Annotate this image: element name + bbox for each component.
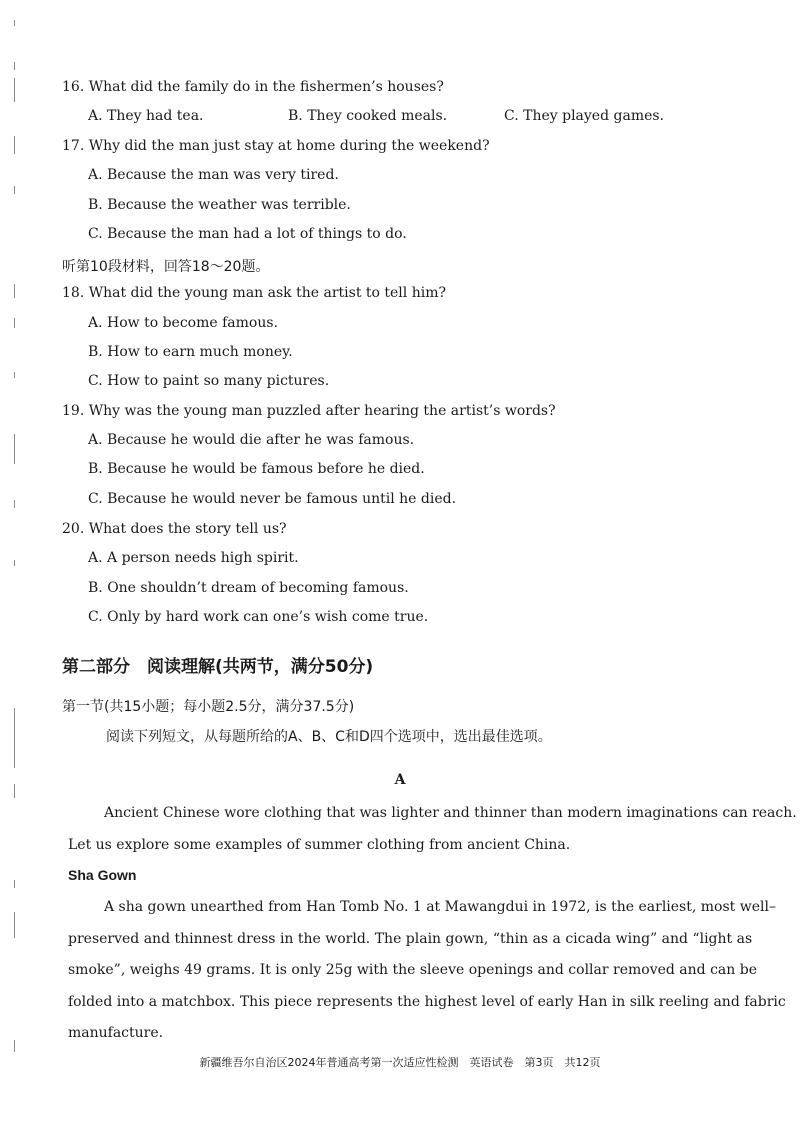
passage-subheading: Sha Gown	[68, 867, 137, 883]
question-19-option-c: C. Because he would never be famous until he died.	[88, 491, 457, 507]
passage-paragraph-line: A sha gown unearthed from Han Tomb No. 1 at Mawangdui in 1972, is the earliest, most well–	[104, 899, 776, 915]
question-17-option-c: C. Because the man had a lot of things to do.	[88, 226, 407, 242]
question-20-option-b: B. One shouldn’t dream of becoming famous.	[88, 580, 409, 596]
margin-dash	[14, 284, 15, 298]
question-19-option-b: B. Because he would be famous before he died.	[88, 461, 425, 477]
margin-dash	[14, 186, 15, 194]
passage-intro-line: Let us explore some examples of summer clothing from ancient China.	[68, 837, 571, 853]
margin-dash	[14, 62, 15, 70]
margin-dash	[14, 880, 15, 888]
margin-dash	[14, 708, 15, 768]
question-18-option-b: B. How to earn much money.	[88, 344, 293, 360]
question-20-option-c: C. Only by hard work can one’s wish come true.	[88, 609, 429, 625]
passage-paragraph-line: smoke”, weighs 49 grams. It is only 25g with the sleeve openings and collar removed and can be	[68, 962, 757, 978]
question-16-stem: 16. What did the family do in the fishermen’s houses?	[62, 79, 444, 95]
margin-dash	[14, 500, 15, 508]
question-16-option-a: A. They had tea.	[88, 108, 204, 124]
listening-note: 听第10段材料，回答18～20题。	[62, 259, 270, 275]
margin-dash	[14, 78, 15, 102]
question-20-stem: 20. What does the story tell us?	[62, 521, 287, 537]
page-footer: 新疆维吾尔自治区2024年普通高考第一次适应性检测 英语试卷 第3页 共12页	[199, 1056, 601, 1069]
margin-dash	[14, 560, 15, 566]
reading-instruction: 阅读下列短文，从每题所给的A、B、C和D四个选项中，选出最佳选项。	[106, 729, 552, 745]
question-17-option-b: B. Because the weather was terrible.	[88, 197, 351, 213]
section-one-heading: 第一节(共15小题；每小题2.5分，满分37.5分)	[62, 699, 355, 715]
margin-dash	[14, 1040, 15, 1052]
question-19-option-a: A. Because he would die after he was famous.	[88, 432, 415, 448]
passage-intro-line: Ancient Chinese wore clothing that was lighter and thinner than modern imaginations can reach.	[104, 805, 797, 821]
margin-dash	[14, 434, 15, 464]
question-18-option-c: C. How to paint so many pictures.	[88, 373, 330, 389]
passage-paragraph-line: manufacture.	[68, 1025, 164, 1041]
passage-paragraph-line: folded into a matchbox. This piece represents the highest level of early Han in silk reeling and fabric	[68, 994, 786, 1010]
question-17-stem: 17. Why did the man just stay at home during the weekend?	[62, 138, 490, 154]
question-16-option-c: C. They played games.	[504, 108, 665, 124]
margin-dash	[14, 136, 15, 154]
question-18-option-a: A. How to become famous.	[88, 315, 278, 331]
part-two-heading: 第二部分 阅读理解(共两节，满分50分)	[62, 657, 374, 677]
margin-dash	[14, 912, 15, 938]
question-16-option-b: B. They cooked meals.	[288, 108, 448, 124]
question-17-option-a: A. Because the man was very tired.	[88, 167, 339, 183]
margin-dash	[14, 318, 15, 328]
question-18-stem: 18. What did the young man ask the artist to tell him?	[62, 285, 446, 301]
margin-dash	[14, 372, 15, 378]
margin-dash	[14, 20, 15, 26]
passage-letter: A	[394, 772, 406, 788]
question-20-option-a: A. A person needs high spirit.	[88, 550, 299, 566]
passage-paragraph-line: preserved and thinnest dress in the world. The plain gown, “thin as a cicada wing” and “light as	[68, 931, 753, 947]
question-19-stem: 19. Why was the young man puzzled after hearing the artist’s words?	[62, 403, 556, 419]
